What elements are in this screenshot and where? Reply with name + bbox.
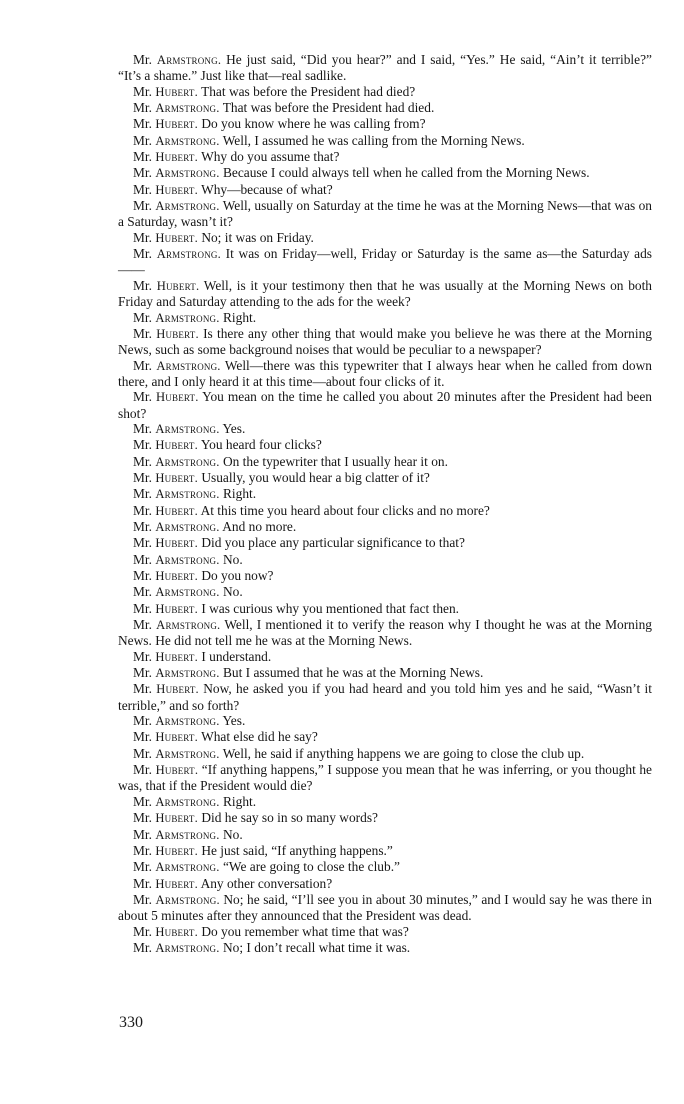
transcript-paragraph (118, 729, 652, 745)
transcript-paragraph (118, 940, 652, 956)
speaker-name: Hubert. (155, 876, 198, 891)
testimony-text: Is there any other thing that would make you believe he was there at the Morning News, such as some background noises that would be peculiar to a newspaper? (118, 325, 652, 358)
speaker-title: Mr. (133, 762, 152, 778)
transcript-paragraph (118, 52, 652, 84)
speaker-title: Mr. (133, 453, 152, 469)
testimony-text: Do you remember what time that was? (201, 923, 409, 939)
testimony-text: Why do you assume that? (201, 149, 340, 165)
testimony-text: I was curious why you mentioned that fact then. (201, 600, 460, 616)
transcript-paragraph (118, 519, 652, 535)
speaker-name: Hubert. (155, 182, 198, 197)
speaker-name: Armstrong. (155, 487, 220, 502)
speaker-title: Mr. (133, 100, 152, 116)
speaker-name: Armstrong. (156, 247, 221, 262)
speaker-name: Armstrong. (155, 101, 220, 116)
testimony-text: He just said, “Did you hear?” and I said, “Yes.” He said, “Ain’t it terrible?” “It’s a shame.” Just like that—real sadlike. (118, 52, 652, 84)
speaker-title: Mr. (133, 325, 152, 341)
transcript-paragraph (118, 617, 652, 649)
transcript-paragraph (118, 389, 652, 421)
page-number: 330 (119, 1014, 143, 1031)
testimony-text: Right. (222, 793, 257, 809)
transcript-paragraph (118, 924, 652, 940)
speaker-title: Mr. (133, 116, 152, 132)
speaker-title: Mr. (133, 713, 152, 729)
transcript-paragraph (118, 84, 652, 100)
transcript-paragraph (118, 649, 652, 665)
speaker-name: Hubert. (155, 438, 198, 453)
testimony-text: What else did he say? (201, 729, 318, 745)
testimony-text: You mean on the time he called you about 20 minutes after the President had been shot? (118, 389, 653, 421)
transcript-paragraph (118, 601, 652, 617)
speaker-name: Hubert. (155, 730, 198, 745)
testimony-text: No; I don’t recall what time it was. (222, 939, 411, 955)
speaker-name: Hubert. (155, 503, 198, 518)
speaker-title: Mr. (133, 923, 152, 939)
testimony-text: Why—because of what? (201, 181, 333, 197)
transcript-paragraph (118, 681, 652, 713)
speaker-title: Mr. (133, 502, 152, 518)
transcript-paragraph (118, 230, 652, 246)
testimony-text: Right. (222, 486, 257, 502)
speaker-title: Mr. (133, 277, 152, 293)
transcript-paragraph (118, 421, 652, 437)
testimony-text: “If anything happens,” I suppose you mean that he was inferring, or you thought he was, that if the President would die? (118, 762, 653, 794)
speaker-name: Hubert. (155, 924, 198, 939)
speaker-title: Mr. (133, 617, 152, 633)
testimony-text: Usually, you would hear a big clatter of it? (201, 469, 430, 485)
transcript-paragraph (118, 665, 652, 681)
transcript-paragraph (118, 100, 652, 116)
speaker-name: Armstrong. (155, 166, 220, 181)
transcript-paragraph (118, 165, 652, 181)
speaker-title: Mr. (133, 132, 152, 148)
speaker-name: Armstrong. (155, 714, 220, 729)
speaker-title: Mr. (133, 551, 152, 567)
testimony-transcript (118, 52, 652, 956)
transcript-paragraph (118, 584, 652, 600)
speaker-title: Mr. (133, 486, 152, 502)
testimony-text: Yes. (222, 713, 246, 729)
speaker-name: Armstrong. (155, 454, 220, 469)
testimony-text: “We are going to close the club.” (222, 859, 400, 875)
speaker-name: Hubert. (155, 649, 198, 664)
transcript-paragraph (118, 133, 652, 149)
transcript-paragraph (118, 246, 652, 278)
speaker-title: Mr. (133, 181, 152, 197)
testimony-text: Well—there was this typewriter that I always hear when he called from down there, and I only heard it at this time—about four clicks of it. (118, 357, 652, 389)
speaker-title: Mr. (133, 246, 152, 262)
testimony-text: Well, usually on Saturday at the time he was at the Morning News—that was on a Saturday, wasn’t it? (118, 198, 652, 230)
testimony-text: Well, I assumed he was calling from the Morning News. (222, 132, 525, 148)
testimony-text: Any other conversation? (200, 875, 333, 891)
speaker-title: Mr. (133, 535, 152, 551)
speaker-title: Mr. (133, 149, 152, 165)
speaker-title: Mr. (133, 518, 152, 534)
transcript-paragraph (118, 892, 652, 924)
speaker-name: Armstrong. (155, 827, 220, 842)
transcript-paragraph (118, 437, 652, 453)
testimony-text: No. (222, 826, 243, 842)
speaker-name: Hubert. (155, 536, 198, 551)
testimony-text: I understand. (201, 648, 272, 664)
speaker-name: Armstrong. (155, 585, 220, 600)
speaker-title: Mr. (133, 842, 152, 858)
testimony-text: You heard four clicks? (200, 437, 322, 453)
testimony-text: Now, he asked you if you had heard and you told him yes and he said, “Wasn’t it terrible,” and so forth? (118, 681, 652, 713)
speaker-name: Hubert. (155, 150, 198, 165)
speaker-title: Mr. (133, 469, 152, 485)
testimony-text: Do you know where he was calling from? (201, 116, 426, 132)
speaker-title: Mr. (133, 875, 152, 891)
speaker-title: Mr. (133, 859, 152, 875)
transcript-page (118, 52, 652, 956)
testimony-text: Did he say so in so many words? (201, 810, 378, 826)
speaker-title: Mr. (133, 891, 152, 907)
speaker-name: Hubert. (155, 763, 199, 778)
speaker-title: Mr. (133, 357, 152, 373)
speaker-name: Armstrong. (155, 310, 220, 325)
speaker-title: Mr. (133, 420, 152, 436)
speaker-title: Mr. (133, 665, 152, 681)
testimony-text: Well, is it your testimony then that he was usually at the Morning News on both Friday and Saturday attending to the ads for the week? (118, 277, 652, 310)
speaker-name: Hubert. (155, 84, 198, 99)
testimony-text: Right. (222, 309, 257, 325)
speaker-title: Mr. (133, 939, 152, 955)
speaker-name: Armstrong. (155, 940, 220, 955)
speaker-name: Hubert. (156, 278, 200, 293)
testimony-text: That was before the President had died? (201, 83, 416, 99)
speaker-name: Hubert. (155, 230, 198, 245)
speaker-name: Armstrong. (155, 519, 220, 534)
transcript-paragraph (118, 486, 652, 502)
transcript-paragraph (118, 794, 652, 810)
transcript-paragraph (118, 843, 652, 859)
speaker-title: Mr. (133, 793, 152, 809)
testimony-text: Because I could always tell when he called from the Morning News. (222, 165, 590, 181)
speaker-title: Mr. (133, 729, 152, 745)
testimony-text: Yes. (222, 420, 246, 436)
transcript-paragraph (118, 568, 652, 584)
speaker-title: Mr. (133, 681, 152, 697)
speaker-title: Mr. (133, 584, 152, 600)
transcript-paragraph (118, 182, 652, 198)
transcript-paragraph (118, 859, 652, 875)
speaker-name: Hubert. (155, 843, 198, 858)
transcript-paragraph (118, 310, 652, 326)
speaker-title: Mr. (133, 389, 152, 405)
testimony-text: No; it was on Friday. (201, 229, 314, 245)
testimony-text: Well, I mentioned it to verify the reason why I thought he was at the Morning News. He did not tell me he was at the Morning News. (118, 617, 652, 649)
transcript-paragraph (118, 470, 652, 486)
speaker-title: Mr. (133, 165, 152, 181)
speaker-title: Mr. (133, 198, 152, 214)
transcript-paragraph (118, 552, 652, 568)
transcript-paragraph (118, 746, 652, 762)
speaker-name: Armstrong. (155, 421, 220, 436)
speaker-name: Hubert. (156, 326, 199, 341)
speaker-title: Mr. (133, 229, 152, 245)
speaker-name: Hubert. (155, 470, 198, 485)
testimony-text: At this time you heard about four clicks and no more? (200, 502, 490, 518)
speaker-title: Mr. (133, 437, 152, 453)
testimony-text: Did you place any particular significance to that? (201, 535, 465, 551)
speaker-title: Mr. (133, 826, 152, 842)
speaker-title: Mr. (133, 52, 152, 67)
transcript-paragraph (118, 358, 652, 390)
transcript-paragraph (118, 326, 652, 358)
speaker-name: Armstrong. (155, 794, 220, 809)
transcript-paragraph (118, 827, 652, 843)
speaker-name: Armstrong. (156, 358, 221, 373)
testimony-text: No. (222, 551, 243, 567)
speaker-title: Mr. (133, 83, 152, 99)
transcript-paragraph (118, 149, 652, 165)
speaker-title: Mr. (133, 810, 152, 826)
testimony-text: No; he said, “I’ll see you in about 30 minutes,” and I would say he was there in about 5 minutes after they announced that the President was dead. (118, 891, 652, 924)
testimony-text: It was on Friday—well, Friday or Saturday is the same as—the Saturday ads—— (118, 246, 652, 278)
speaker-title: Mr. (133, 309, 152, 325)
speaker-name: Armstrong. (155, 552, 220, 567)
transcript-paragraph (118, 810, 652, 826)
testimony-text: Do you now? (201, 568, 274, 583)
speaker-name: Armstrong. (155, 199, 220, 214)
testimony-text: No. (222, 584, 243, 600)
speaker-name: Armstrong. (155, 666, 220, 681)
testimony-text: Well, he said if anything happens we are going to close the club up. (222, 745, 585, 761)
transcript-paragraph (118, 278, 652, 310)
transcript-paragraph (118, 535, 652, 551)
speaker-title: Mr. (133, 745, 152, 761)
speaker-name: Armstrong. (155, 746, 220, 761)
speaker-name: Armstrong. (155, 892, 220, 907)
speaker-name: Armstrong. (156, 618, 221, 633)
speaker-name: Armstrong. (155, 133, 220, 148)
testimony-text: But I assumed that he was at the Morning News. (222, 665, 484, 681)
speaker-title: Mr. (133, 568, 152, 583)
speaker-name: Hubert. (155, 117, 198, 132)
speaker-name: Hubert. (155, 811, 198, 826)
speaker-title: Mr. (133, 600, 152, 616)
transcript-paragraph (118, 454, 652, 470)
transcript-paragraph (118, 713, 652, 729)
transcript-paragraph (118, 876, 652, 892)
testimony-text: He just said, “If anything happens.” (201, 842, 393, 858)
speaker-name: Hubert. (155, 569, 198, 583)
speaker-name: Hubert. (156, 682, 199, 697)
speaker-name: Hubert. (156, 390, 199, 405)
speaker-name: Armstrong. (155, 860, 220, 875)
transcript-paragraph (118, 116, 652, 132)
speaker-name: Hubert. (155, 601, 198, 616)
testimony-text: On the typewriter that I usually hear it on. (222, 453, 448, 469)
transcript-paragraph (118, 762, 652, 794)
transcript-paragraph (118, 503, 652, 519)
speaker-name: Armstrong. (156, 53, 222, 67)
testimony-text: And no more. (222, 518, 297, 534)
transcript-paragraph (118, 198, 652, 230)
speaker-title: Mr. (133, 648, 152, 664)
testimony-text: That was before the President had died. (222, 100, 435, 116)
